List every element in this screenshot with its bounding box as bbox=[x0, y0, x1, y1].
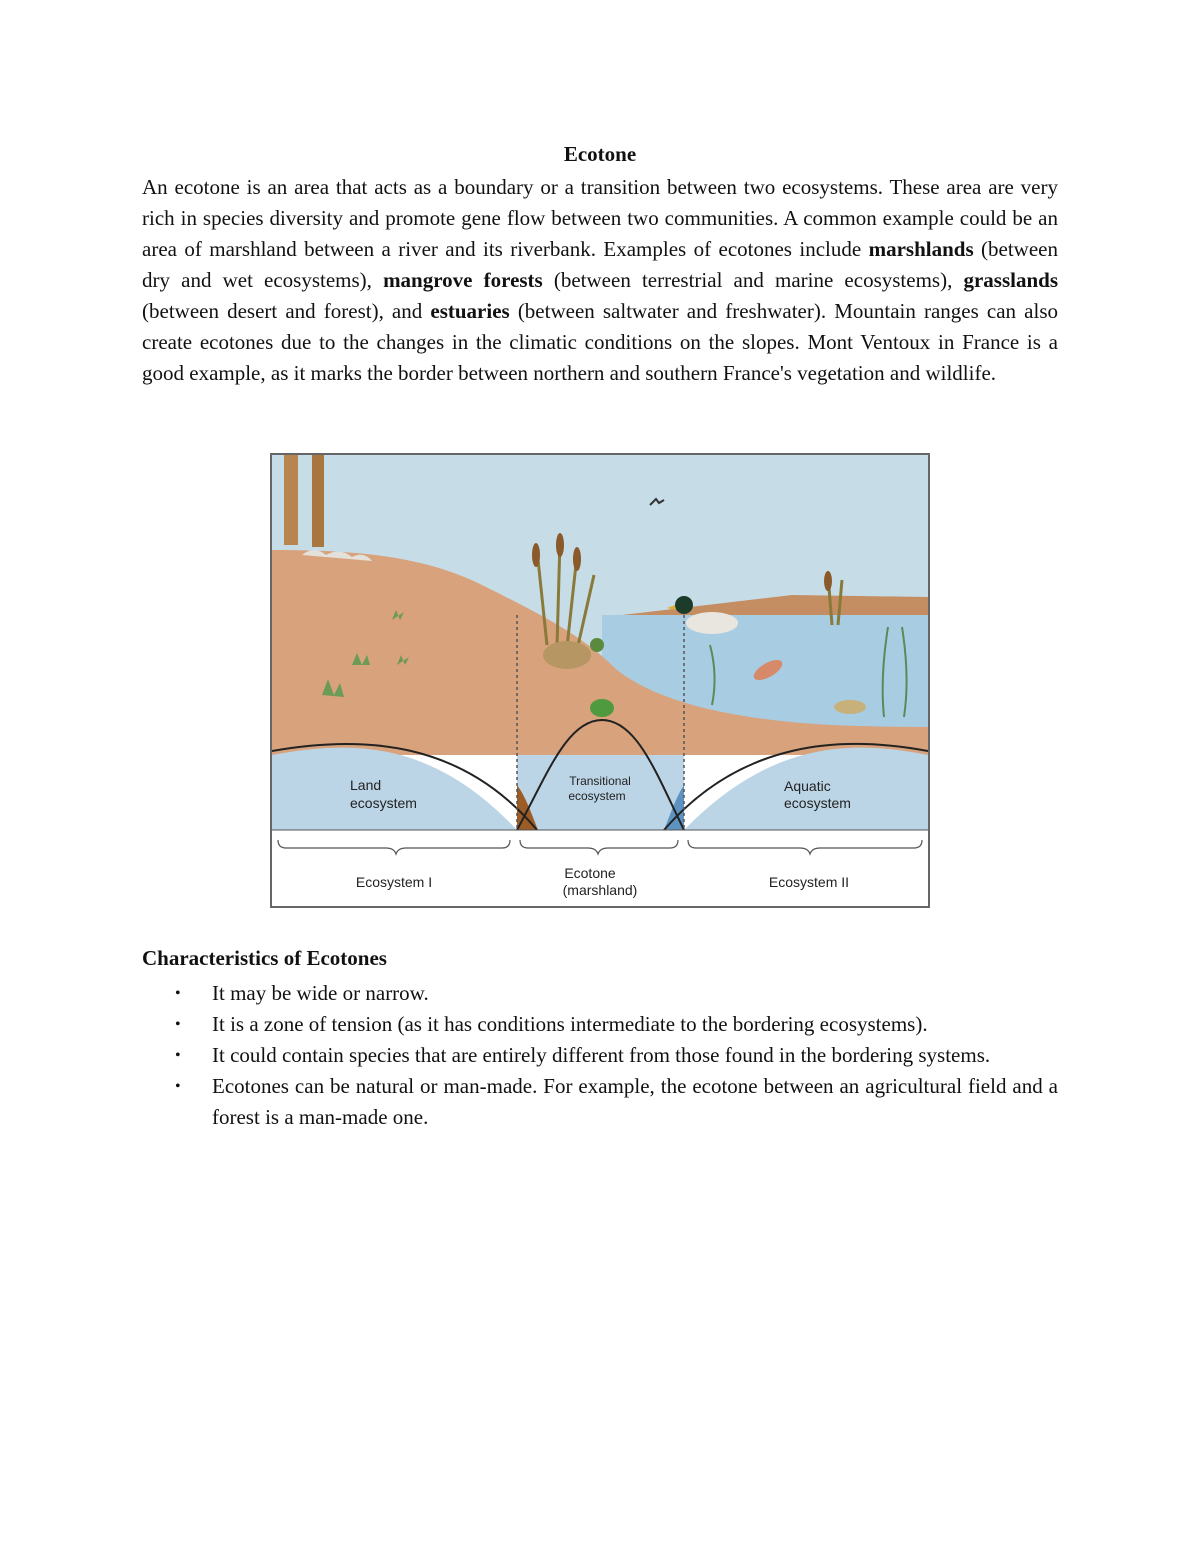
bullet-icon: • bbox=[175, 1047, 181, 1064]
label-ecosystem-1: Ecosystem I bbox=[355, 874, 433, 890]
ecotone-diagram bbox=[270, 453, 930, 908]
brace-ecosystem-1 bbox=[278, 840, 510, 854]
term-marshlands: marshlands bbox=[868, 237, 974, 261]
brace-ecosystem-2 bbox=[688, 840, 922, 854]
list-item bbox=[142, 1071, 1058, 1133]
bullet-icon: • bbox=[175, 1016, 181, 1033]
page-title: Ecotone bbox=[563, 142, 637, 166]
intro-paragraph bbox=[142, 172, 1058, 389]
bullet-icon: • bbox=[175, 1078, 181, 1095]
label-aquatic-2: ecosystem bbox=[784, 795, 851, 811]
ecotone-diagram-svg bbox=[272, 455, 928, 906]
list-item-text: It could contain species that are entirely different from those found in the bordering systems. bbox=[212, 1043, 991, 1067]
list-item-text: Ecotones can be natural or man-made. For example, the ecotone between an agricultural field and a forest is a man-made one. bbox=[212, 1074, 1058, 1129]
intro-text-4: (between desert and forest), and bbox=[142, 299, 431, 323]
intro-text-2: (between dry and wet ecosystems), bbox=[142, 237, 1058, 292]
characteristics-list bbox=[142, 978, 1058, 1133]
term-estuaries: estuaries bbox=[430, 299, 510, 323]
list-item bbox=[142, 1009, 1058, 1040]
label-ecotone-1: Ecotone bbox=[564, 865, 616, 881]
intro-text-1: An ecotone is an area that acts as a boundary or a transition between two ecosystems. These area are very rich in species diversity and promote gene flow between two communities. A common example could be an area of marshland between a river and its riverbank. Examples of ecotones include bbox=[142, 175, 1058, 261]
list-item bbox=[142, 1040, 1058, 1071]
label-land-2: ecosystem bbox=[350, 795, 417, 811]
intro-text-5: (between saltwater and freshwater). Mountain ranges can also create ecotones due to the changes in the climatic conditions on the slopes. Mont Ventoux in France is a good example, as it marks the border between northern and southern France's vegetation and wildlife. bbox=[142, 299, 1058, 385]
label-transitional-2: ecosystem bbox=[568, 789, 626, 803]
bullet-icon: • bbox=[175, 985, 181, 1002]
label-land-1: Land bbox=[350, 777, 382, 793]
fish bbox=[834, 700, 866, 714]
tree-trunk bbox=[312, 455, 324, 547]
term-grasslands: grasslands bbox=[963, 268, 1058, 292]
list-item-text: It is a zone of tension (as it has conditions intermediate to the bordering ecosystems). bbox=[212, 1012, 928, 1036]
tree-trunk bbox=[284, 455, 298, 545]
brace-ecotone bbox=[520, 840, 678, 854]
intro-text-3: (between terrestrial and marine ecosystems), bbox=[542, 268, 964, 292]
label-transitional-1: Transitional bbox=[569, 774, 631, 788]
frog bbox=[590, 699, 614, 717]
term-mangrove-forests: mangrove forests bbox=[383, 268, 543, 292]
list-item bbox=[142, 978, 1058, 1009]
label-ecosystem-2: Ecosystem II bbox=[768, 874, 850, 890]
characteristics-heading: Characteristics of Ecotones bbox=[142, 946, 387, 970]
label-aquatic-1: Aquatic bbox=[784, 778, 831, 794]
list-item-text: It may be wide or narrow. bbox=[212, 981, 429, 1005]
label-ecotone-2: (marshland) bbox=[562, 882, 638, 898]
